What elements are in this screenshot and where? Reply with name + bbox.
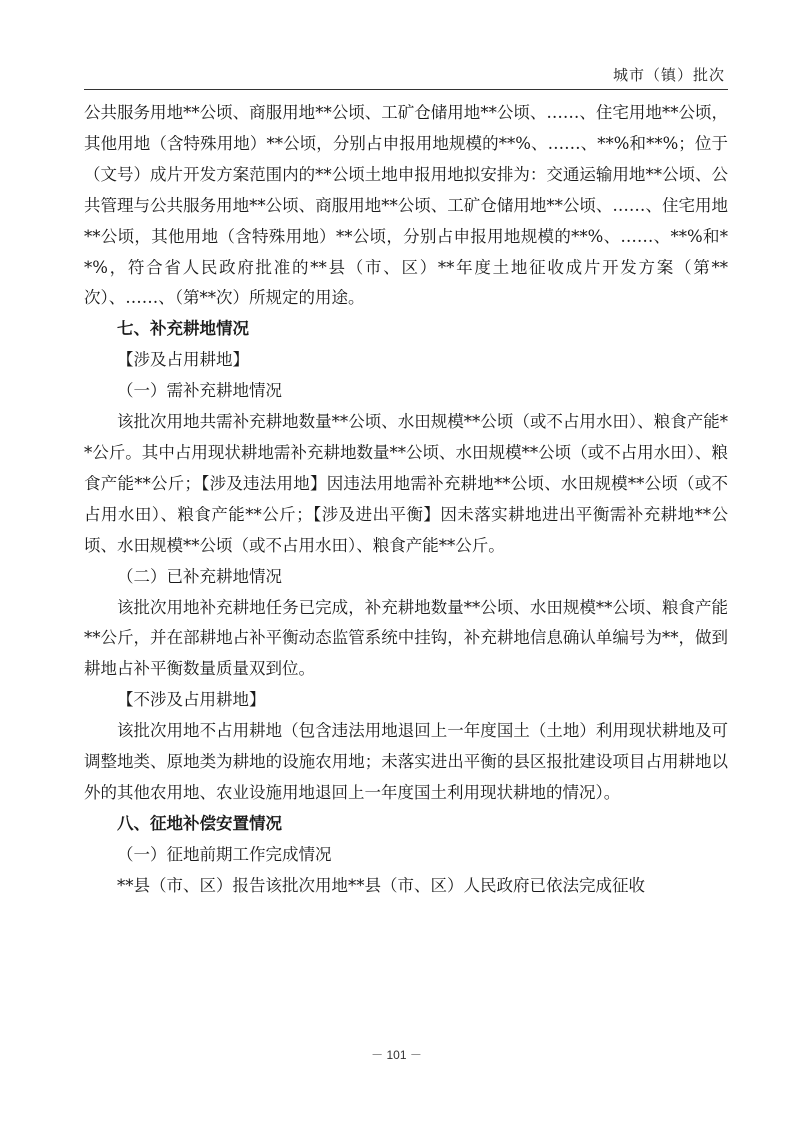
paragraph-no-farmland-occupied: 该批次用地不占用耕地（包含违法用地退回上一年度国土（土地）利用现状耕地及可调整地类、原地类为耕地的设施农用地；未落实进出平衡的县区报批建设项目占用耕地以外的其他农用地、农业设施用地退回上一年度国土利用现状耕地的情况）。: [84, 721, 728, 802]
section-heading-supplementary-farmland: 七、补充耕地情况: [117, 319, 249, 339]
subheading-preliminary-work: （一）征地前期工作完成情况: [117, 844, 332, 864]
case-label-no-farmland-occupied: 【不涉及占用耕地】: [117, 690, 266, 710]
page-number: － 101 －: [371, 1048, 422, 1062]
paragraph-farmland-supplemented: 该批次用地补充耕地任务已完成，补充耕地数量**公顷、水田规模**公顷、粮食产能**公斤，并在部耕地占补平衡动态监管系统中挂钩，补充耕地信息确认单编号为**，做到耕地占补平衡数量质量双到位。: [84, 597, 728, 679]
header-divider: [84, 89, 728, 90]
subheading-farmland-to-supplement: （一）需补充耕地情况: [117, 381, 282, 401]
subheading-farmland-supplemented: （二）已补充耕地情况: [117, 566, 282, 586]
document-body: [84, 98, 728, 902]
paragraph-land-use-continuation: 公共服务用地**公顷、商服用地**公顷、工矿仓储用地**公顷、……、住宅用地**公顷，其他用地（含特殊用地）**公顷，分别占申报用地规模的**%、……、**%和**%；位于（文号）成片开发方案范围内的**公顷土地申报用地拟安排为：交通运输用地**公顷、公共管理与公共服务用地**公顷、商服用地**公顷、工矿仓储用地**公顷、……、住宅用地**公顷，其他用地（含特殊用地）**公顷，分别占申报用地规模的**%、……、**%和**%，符合省人民政府批准的**县（市、区）**年度土地征收成片开发方案（第**次）、……、（第**次）所规定的用途。: [84, 103, 728, 308]
paragraph-preliminary-work: **县（市、区）报告该批次用地**县（市、区）人民政府已依法完成征收: [117, 875, 645, 895]
section-heading-compensation: 八、征地补偿安置情况: [117, 813, 282, 833]
case-label-occupies-farmland: 【涉及占用耕地】: [117, 350, 249, 370]
running-header: 城市（镇）批次: [612, 66, 725, 84]
paragraph-farmland-to-supplement: 该批次用地共需补充耕地数量**公顷、水田规模**公顷（或不占用水田）、粮食产能**公斤。其中占用现状耕地需补充耕地数量**公顷、水田规模**公顷（或不占用水田）、粮食产能**公斤；【涉及违法用地】因违法用地需补充耕地**公顷、水田规模**公顷（或不占用水田）、粮食产能**公斤；【涉及进出平衡】因未落实耕地进出平衡需补充耕地**公顷、水田规模**公顷（或不占用水田）、粮食产能**公斤。: [84, 412, 728, 555]
